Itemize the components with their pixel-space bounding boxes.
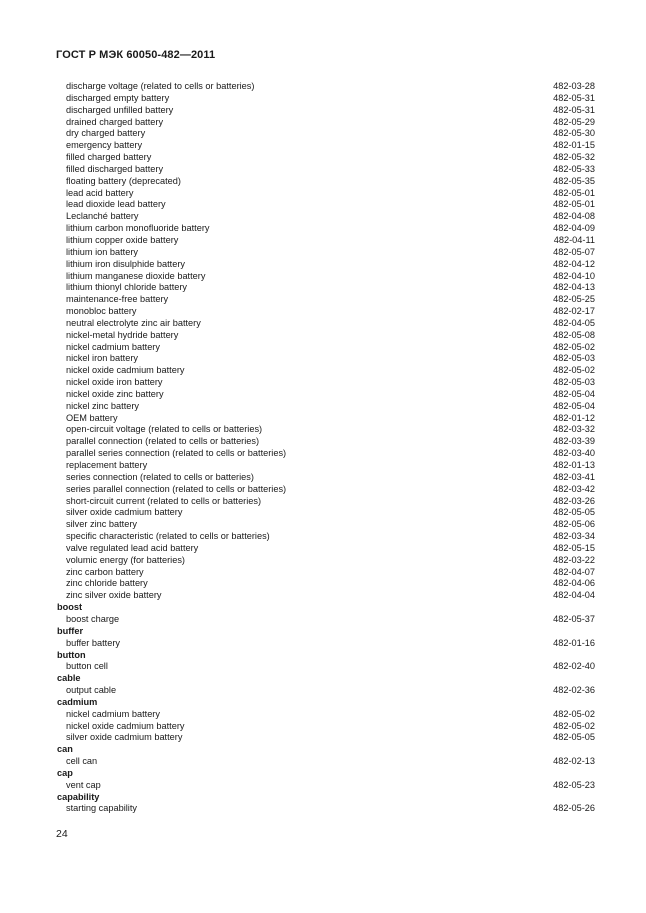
- index-entry: [56, 780, 595, 792]
- index-entry: [56, 211, 595, 223]
- entry-code: 482-05-03: [553, 353, 595, 364]
- entry-term: lithium copper oxide battery: [66, 234, 179, 245]
- index-entry: [56, 389, 595, 401]
- index-entry: [56, 306, 595, 318]
- entry-code: 482-05-31: [553, 104, 595, 115]
- index-entry: [56, 105, 595, 117]
- entry-term: zinc chloride battery: [66, 578, 148, 589]
- entry-code: 482-02-17: [553, 306, 595, 317]
- entry-code: 482-03-32: [553, 424, 595, 435]
- entry-term: zinc carbon battery: [66, 566, 144, 577]
- entry-code: 482-05-37: [553, 613, 595, 624]
- entry-code: 482-05-02: [553, 720, 595, 731]
- index-entry: [56, 543, 595, 555]
- index-entry: [56, 638, 595, 650]
- index-entry: [56, 555, 595, 567]
- entry-code: 482-05-02: [553, 341, 595, 352]
- heading-term: buffer: [57, 625, 84, 636]
- index-entry: [56, 271, 595, 283]
- entry-term: output cable: [66, 685, 117, 696]
- entry-code: 482-02-36: [553, 685, 595, 696]
- index-entry: [56, 377, 595, 389]
- index-entry: [56, 164, 595, 176]
- entry-code: 482-05-31: [553, 92, 595, 103]
- entry-code: 482-04-11: [553, 234, 595, 245]
- index-entry: [56, 661, 595, 673]
- index-entry: [56, 436, 595, 448]
- entry-code: 482-02-13: [553, 756, 595, 767]
- entry-code: 482-04-08: [553, 211, 595, 222]
- entry-code: 482-05-05: [553, 507, 595, 518]
- heading-term: cable: [57, 673, 81, 684]
- entry-code: 482-05-35: [553, 175, 595, 186]
- index-entry: [56, 353, 595, 365]
- entry-term: lithium ion battery: [66, 246, 139, 257]
- entry-term: valve regulated lead acid battery: [66, 542, 199, 553]
- entry-code: 482-01-16: [553, 637, 595, 648]
- entry-code: 482-05-06: [553, 519, 595, 530]
- index-entry: [56, 507, 595, 519]
- index-entry: [56, 93, 595, 105]
- entry-term: floating battery (deprecated): [66, 175, 181, 186]
- entry-term: nickel oxide iron battery: [66, 377, 163, 388]
- entry-code: 482-04-06: [553, 578, 595, 589]
- entry-term: nickel cadmium battery: [66, 341, 160, 352]
- entry-term: parallel connection (related to cells or batteries): [66, 436, 260, 447]
- index-entry: [56, 721, 595, 733]
- entry-term: silver oxide cadmium battery: [66, 732, 183, 743]
- entry-code: 482-05-26: [553, 803, 595, 814]
- entry-term: silver oxide cadmium battery: [66, 507, 183, 518]
- entry-term: nickel oxide zinc battery: [66, 388, 164, 399]
- entry-code: 482-05-05: [553, 732, 595, 743]
- entry-code: 482-05-30: [553, 128, 595, 139]
- entry-code: 482-03-22: [553, 554, 595, 565]
- heading-term: capability: [57, 791, 100, 802]
- index-entry: [56, 188, 595, 200]
- index-entry: [56, 424, 595, 436]
- index-entry: [56, 152, 595, 164]
- entry-code: 482-04-12: [553, 258, 595, 269]
- index-entry: [56, 531, 595, 543]
- index-heading: [56, 792, 595, 804]
- entry-term: silver zinc battery: [66, 519, 137, 530]
- heading-term: button: [57, 649, 86, 660]
- entry-code: 482-03-42: [553, 483, 595, 494]
- index-entry: [56, 342, 595, 354]
- index-heading: [56, 626, 595, 638]
- entry-term: emergency battery: [66, 140, 143, 151]
- index-heading: [56, 602, 595, 614]
- entry-term: specific characteristic (related to cells or batteries): [66, 531, 270, 542]
- index-entry: [56, 176, 595, 188]
- entry-term: neutral electrolyte zinc air battery: [66, 317, 201, 328]
- document-header: ГОСТ Р МЭК 60050-482—2011: [56, 49, 216, 61]
- entry-term: lead dioxide lead battery: [66, 199, 166, 210]
- entry-term: filled discharged battery: [66, 163, 164, 174]
- entry-term: series connection (related to cells or batteries): [66, 471, 254, 482]
- index-entry: [56, 567, 595, 579]
- entry-code: 482-05-01: [553, 187, 595, 198]
- heading-term: cadmium: [57, 696, 98, 707]
- entry-term: replacement battery: [66, 460, 148, 470]
- index-entry: [56, 247, 595, 259]
- entry-term: vent cap: [66, 779, 101, 790]
- index-entry: [56, 614, 595, 626]
- index-entry: [56, 685, 595, 697]
- index-entry: [56, 472, 595, 484]
- index-entry: [56, 448, 595, 460]
- index-entry: [56, 401, 595, 413]
- entry-term: series parallel connection (related to cells or batteries): [66, 483, 287, 494]
- index-entry: [56, 484, 595, 496]
- entry-term: OEM battery: [66, 412, 118, 423]
- entry-code: 482-03-28: [553, 81, 595, 91]
- entry-term: lithium manganese dioxide battery: [66, 270, 206, 281]
- heading-term: can: [57, 744, 73, 755]
- entry-code: 482-05-08: [553, 329, 595, 340]
- index-entry: [56, 496, 595, 508]
- entry-term: parallel series connection (related to cells or batteries): [66, 448, 287, 459]
- entry-term: drained charged battery: [66, 116, 164, 127]
- entry-code: 482-03-26: [553, 495, 595, 506]
- index-entry: [56, 117, 595, 129]
- index-entry: [56, 578, 595, 590]
- entry-code: 482-04-07: [553, 566, 595, 577]
- index-entry: [56, 365, 595, 377]
- entry-term: volumic energy (for batteries): [66, 554, 185, 565]
- entry-code: 482-03-39: [553, 436, 595, 447]
- entry-code: 482-05-02: [553, 708, 595, 719]
- entry-term: nickel zinc battery: [66, 400, 140, 411]
- entry-term: zinc silver oxide battery: [66, 590, 162, 601]
- index-entry: [56, 709, 595, 721]
- index-entry: [56, 732, 595, 744]
- entry-term: starting capability: [66, 803, 137, 814]
- entry-code: 482-03-40: [553, 448, 595, 459]
- index-heading: [56, 673, 595, 685]
- index-entry: [56, 460, 595, 472]
- entry-code: 482-05-33: [553, 163, 595, 174]
- entry-code: 482-05-07: [553, 246, 595, 257]
- index-entry: [56, 223, 595, 235]
- index-entry: [56, 282, 595, 294]
- entry-code: 482-05-25: [553, 294, 595, 305]
- entry-code: 482-02-40: [553, 661, 595, 672]
- entry-code: 482-04-13: [553, 282, 595, 293]
- entry-code: 482-05-03: [553, 377, 595, 388]
- entry-term: lithium iron disulphide battery: [66, 258, 185, 269]
- entry-term: buffer battery: [66, 637, 120, 648]
- entry-term: nickel cadmium battery: [66, 708, 160, 719]
- index-entry: [56, 413, 595, 425]
- entry-code: 482-05-04: [553, 400, 595, 411]
- entry-code: 482-01-12: [553, 412, 595, 423]
- term-index: [56, 81, 595, 815]
- index-entry: [56, 128, 595, 140]
- index-entry: [56, 318, 595, 330]
- entry-term: lithium thionyl chloride battery: [66, 282, 188, 293]
- entry-term: nickel iron battery: [66, 353, 139, 364]
- entry-code: 482-04-04: [553, 590, 595, 601]
- index-heading: [56, 768, 595, 780]
- entry-term: button cell: [66, 661, 108, 672]
- index-heading: [56, 650, 595, 662]
- entry-code: 482-04-10: [553, 270, 595, 281]
- entry-term: monobloc battery: [66, 306, 137, 317]
- entry-term: short-circuit current (related to cells or batteries): [66, 495, 262, 506]
- entry-term: lithium carbon monofluoride battery: [66, 223, 210, 234]
- entry-term: discharged empty battery: [66, 92, 170, 103]
- heading-term: boost: [57, 602, 83, 613]
- index-entry: [56, 330, 595, 342]
- entry-code: 482-01-15: [553, 140, 595, 151]
- page-number: 24: [56, 828, 68, 840]
- entry-term: lead acid battery: [66, 187, 134, 198]
- entry-term: maintenance-free battery: [66, 294, 169, 305]
- entry-term: dry charged battery: [66, 128, 146, 139]
- entry-code: 482-03-34: [553, 531, 595, 542]
- entry-code: 482-05-01: [553, 199, 595, 210]
- index-entry: [56, 235, 595, 247]
- entry-code: 482-05-29: [553, 116, 595, 127]
- entry-term: filled charged battery: [66, 152, 152, 163]
- entry-code: 482-04-09: [553, 223, 595, 234]
- entry-term: open-circuit voltage (related to cells or batteries): [66, 424, 263, 435]
- entry-term: nickel-metal hydride battery: [66, 329, 179, 340]
- entry-term: cell can: [66, 756, 98, 767]
- entry-term: discharged unfilled battery: [66, 104, 174, 115]
- index-entry: [56, 81, 595, 93]
- entry-code: 482-05-23: [553, 779, 595, 790]
- entry-term: nickel oxide cadmium battery: [66, 720, 185, 731]
- index-entry: [56, 519, 595, 531]
- entry-term: discharge voltage (related to cells or batteries): [66, 81, 255, 91]
- index-heading: [56, 697, 595, 709]
- index-entry: [56, 199, 595, 211]
- entry-term: Leclanché battery: [66, 211, 139, 222]
- heading-term: cap: [57, 767, 73, 778]
- index-heading: [56, 744, 595, 756]
- entry-code: 482-05-02: [553, 365, 595, 376]
- index-entry: [56, 140, 595, 152]
- entry-code: 482-01-13: [553, 460, 595, 470]
- entry-code: 482-05-15: [553, 542, 595, 553]
- entry-code: 482-03-41: [553, 471, 595, 482]
- index-entry: [56, 803, 595, 815]
- entry-term: boost charge: [66, 613, 120, 624]
- entry-code: 482-05-04: [553, 388, 595, 399]
- index-entry: [56, 259, 595, 271]
- entry-code: 482-05-32: [553, 152, 595, 163]
- index-entry: [56, 590, 595, 602]
- entry-term: nickel oxide cadmium battery: [66, 365, 185, 376]
- index-entry: [56, 756, 595, 768]
- index-entry: [56, 294, 595, 306]
- entry-code: 482-04-05: [553, 317, 595, 328]
